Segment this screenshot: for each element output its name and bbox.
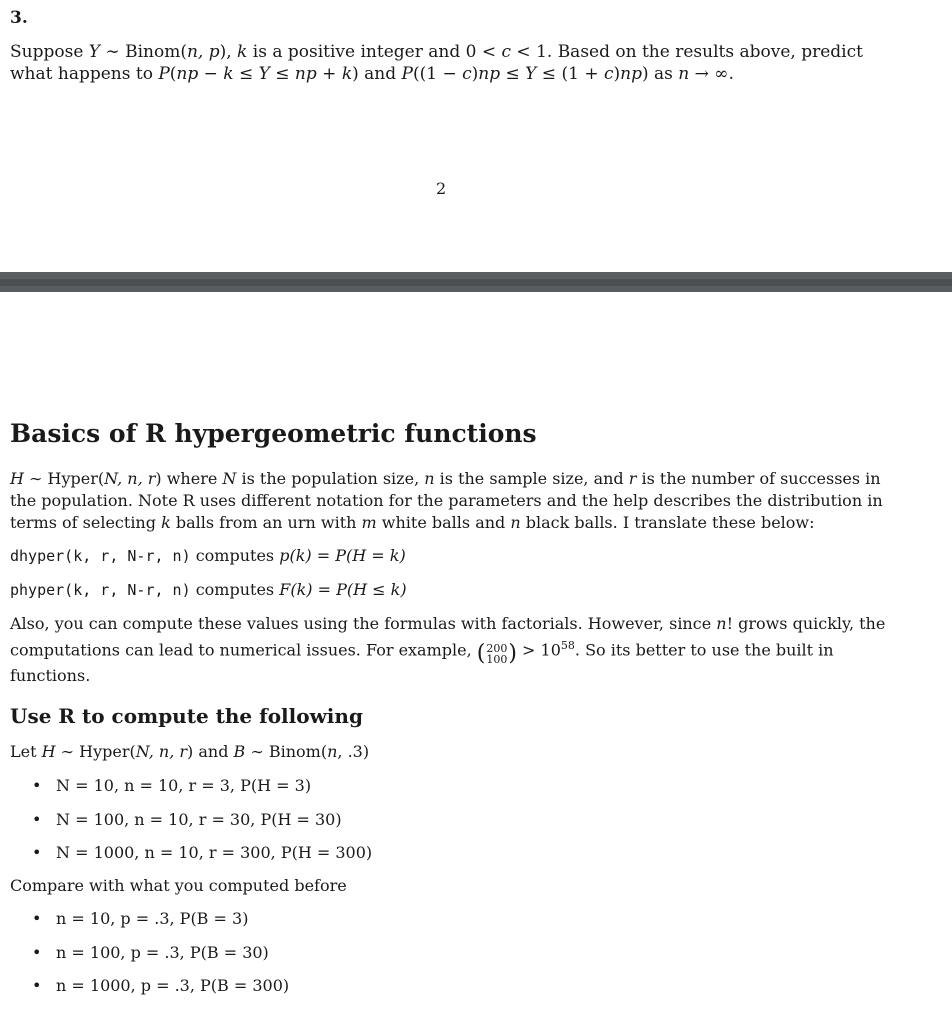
- math-var: P: [158, 64, 170, 84]
- list-item-text: n = 100, p = .3, P(B = 30): [56, 943, 269, 962]
- math-var: k: [237, 42, 248, 62]
- text-span: computes: [190, 580, 280, 599]
- text-span: black balls. I translate these below:: [520, 513, 815, 532]
- text-span: Also, you can compute these values using the formulas with factorials. However, since: [10, 614, 717, 633]
- text-span: > 10: [516, 640, 561, 660]
- text-span: ((1 −: [412, 64, 463, 84]
- list-item: [34, 776, 311, 795]
- list-item-text: n = 10, p = .3, P(B = 3): [56, 909, 249, 928]
- text-span: ) where: [155, 469, 223, 488]
- math-var: c: [603, 64, 614, 84]
- text-span: ): [471, 64, 479, 84]
- text-span: ! grows quickly, the computations can lead to numerical issues. For example,: [10, 614, 886, 660]
- math-expr: np ≤ Y ≤: [478, 64, 562, 84]
- math-var: H: [41, 742, 56, 761]
- math-var: m: [361, 513, 377, 532]
- text-span: (1 +: [561, 64, 604, 84]
- math-var: n: [510, 513, 521, 532]
- math-var: k: [161, 513, 171, 532]
- math-var: c: [501, 42, 512, 62]
- text-span: is the number of successes in the population. Note R uses different notation for the parameters and the help describes the distribution in terms of selecting: [10, 469, 883, 532]
- list-item: [34, 843, 372, 862]
- text-span: white balls and: [376, 513, 511, 532]
- text-span: . So its better to use the built in functions.: [10, 640, 834, 686]
- code-snippet: dhyper(k, r, N-r, n): [10, 547, 191, 565]
- list-item: [34, 976, 289, 995]
- list-item: [34, 810, 342, 829]
- math-var: n: [716, 614, 727, 633]
- list-item: [34, 943, 269, 962]
- problem-statement: [10, 41, 890, 85]
- math-expr: p(k) = P(H = k): [279, 546, 406, 565]
- code-snippet: phyper(k, r, N-r, n): [10, 581, 191, 599]
- text-span: ∼ Binom(: [100, 42, 187, 62]
- list-item-text: n = 1000, p = .3, P(B = 300): [56, 976, 290, 995]
- math-expr: F(k) = P(H ≤ k): [279, 580, 407, 599]
- math-expr: np − k ≤ Y ≤ np + k: [176, 64, 353, 84]
- exponent: 58: [560, 639, 575, 652]
- list-item-text: N = 10, n = 10, r = 3, P(H = 3): [56, 776, 312, 795]
- dhyper-line: [10, 546, 406, 565]
- page-number: 2: [436, 179, 447, 198]
- math-var: B: [233, 742, 246, 761]
- text-span: balls from an urn with: [170, 513, 362, 532]
- text-span: ): [613, 64, 621, 84]
- text-span: < 1. Based on the results above, predict what happens to: [10, 42, 863, 84]
- text-span: (: [169, 64, 177, 84]
- math-var: r: [628, 469, 637, 488]
- text-span: ) and: [187, 742, 234, 761]
- math-var: n: [327, 742, 338, 761]
- binomial-coefficient: ( 200 100 ): [476, 641, 517, 667]
- text-span: ) and: [352, 64, 402, 84]
- text-span: ) as: [641, 64, 679, 84]
- problem-number: 3.: [10, 8, 28, 28]
- math-var: n: [678, 64, 690, 84]
- text-span: , .3): [337, 742, 370, 761]
- list-item: [34, 909, 248, 928]
- text-span: is the sample size, and: [434, 469, 629, 488]
- text-span: Suppose: [10, 42, 89, 62]
- math-var: n, p: [186, 42, 220, 62]
- binom-top: 200: [486, 642, 508, 656]
- math-var: N, n, r: [135, 742, 188, 761]
- math-var: H: [10, 469, 24, 488]
- text-span: ∼ Hyper(: [55, 742, 136, 761]
- math-var: N, n, r: [104, 469, 156, 488]
- text-span: ),: [219, 42, 238, 62]
- math-var: np: [620, 64, 642, 84]
- text-span: ∼ Hyper(: [23, 469, 105, 488]
- text-span: ∼ Binom(: [245, 742, 328, 761]
- compare-note: Compare with what you computed before: [10, 876, 347, 895]
- phyper-line: [10, 580, 407, 599]
- math-var: N: [222, 469, 237, 488]
- page-divider: [0, 272, 952, 292]
- list-item-text: N = 100, n = 10, r = 30, P(H = 30): [56, 810, 342, 829]
- section-intro: [10, 468, 890, 534]
- text-span: computes: [190, 546, 280, 565]
- subsection-title: Use R to compute the following: [10, 704, 363, 728]
- list-item-text: N = 1000, n = 10, r = 300, P(H = 300): [56, 843, 373, 862]
- math-var: c: [462, 64, 472, 84]
- math-var: n: [424, 469, 435, 488]
- math-var: P: [401, 64, 413, 84]
- section-title: Basics of R hypergeometric functions: [10, 419, 537, 448]
- factorial-note: [10, 613, 890, 687]
- binom-bottom: 100: [486, 653, 508, 667]
- text-span: → ∞.: [689, 64, 734, 84]
- text-span: Let: [10, 742, 42, 761]
- text-span: is a positive integer and 0 <: [247, 42, 502, 62]
- text-span: is the population size,: [236, 469, 425, 488]
- math-var: Y: [88, 42, 101, 62]
- let-statement: [10, 742, 369, 761]
